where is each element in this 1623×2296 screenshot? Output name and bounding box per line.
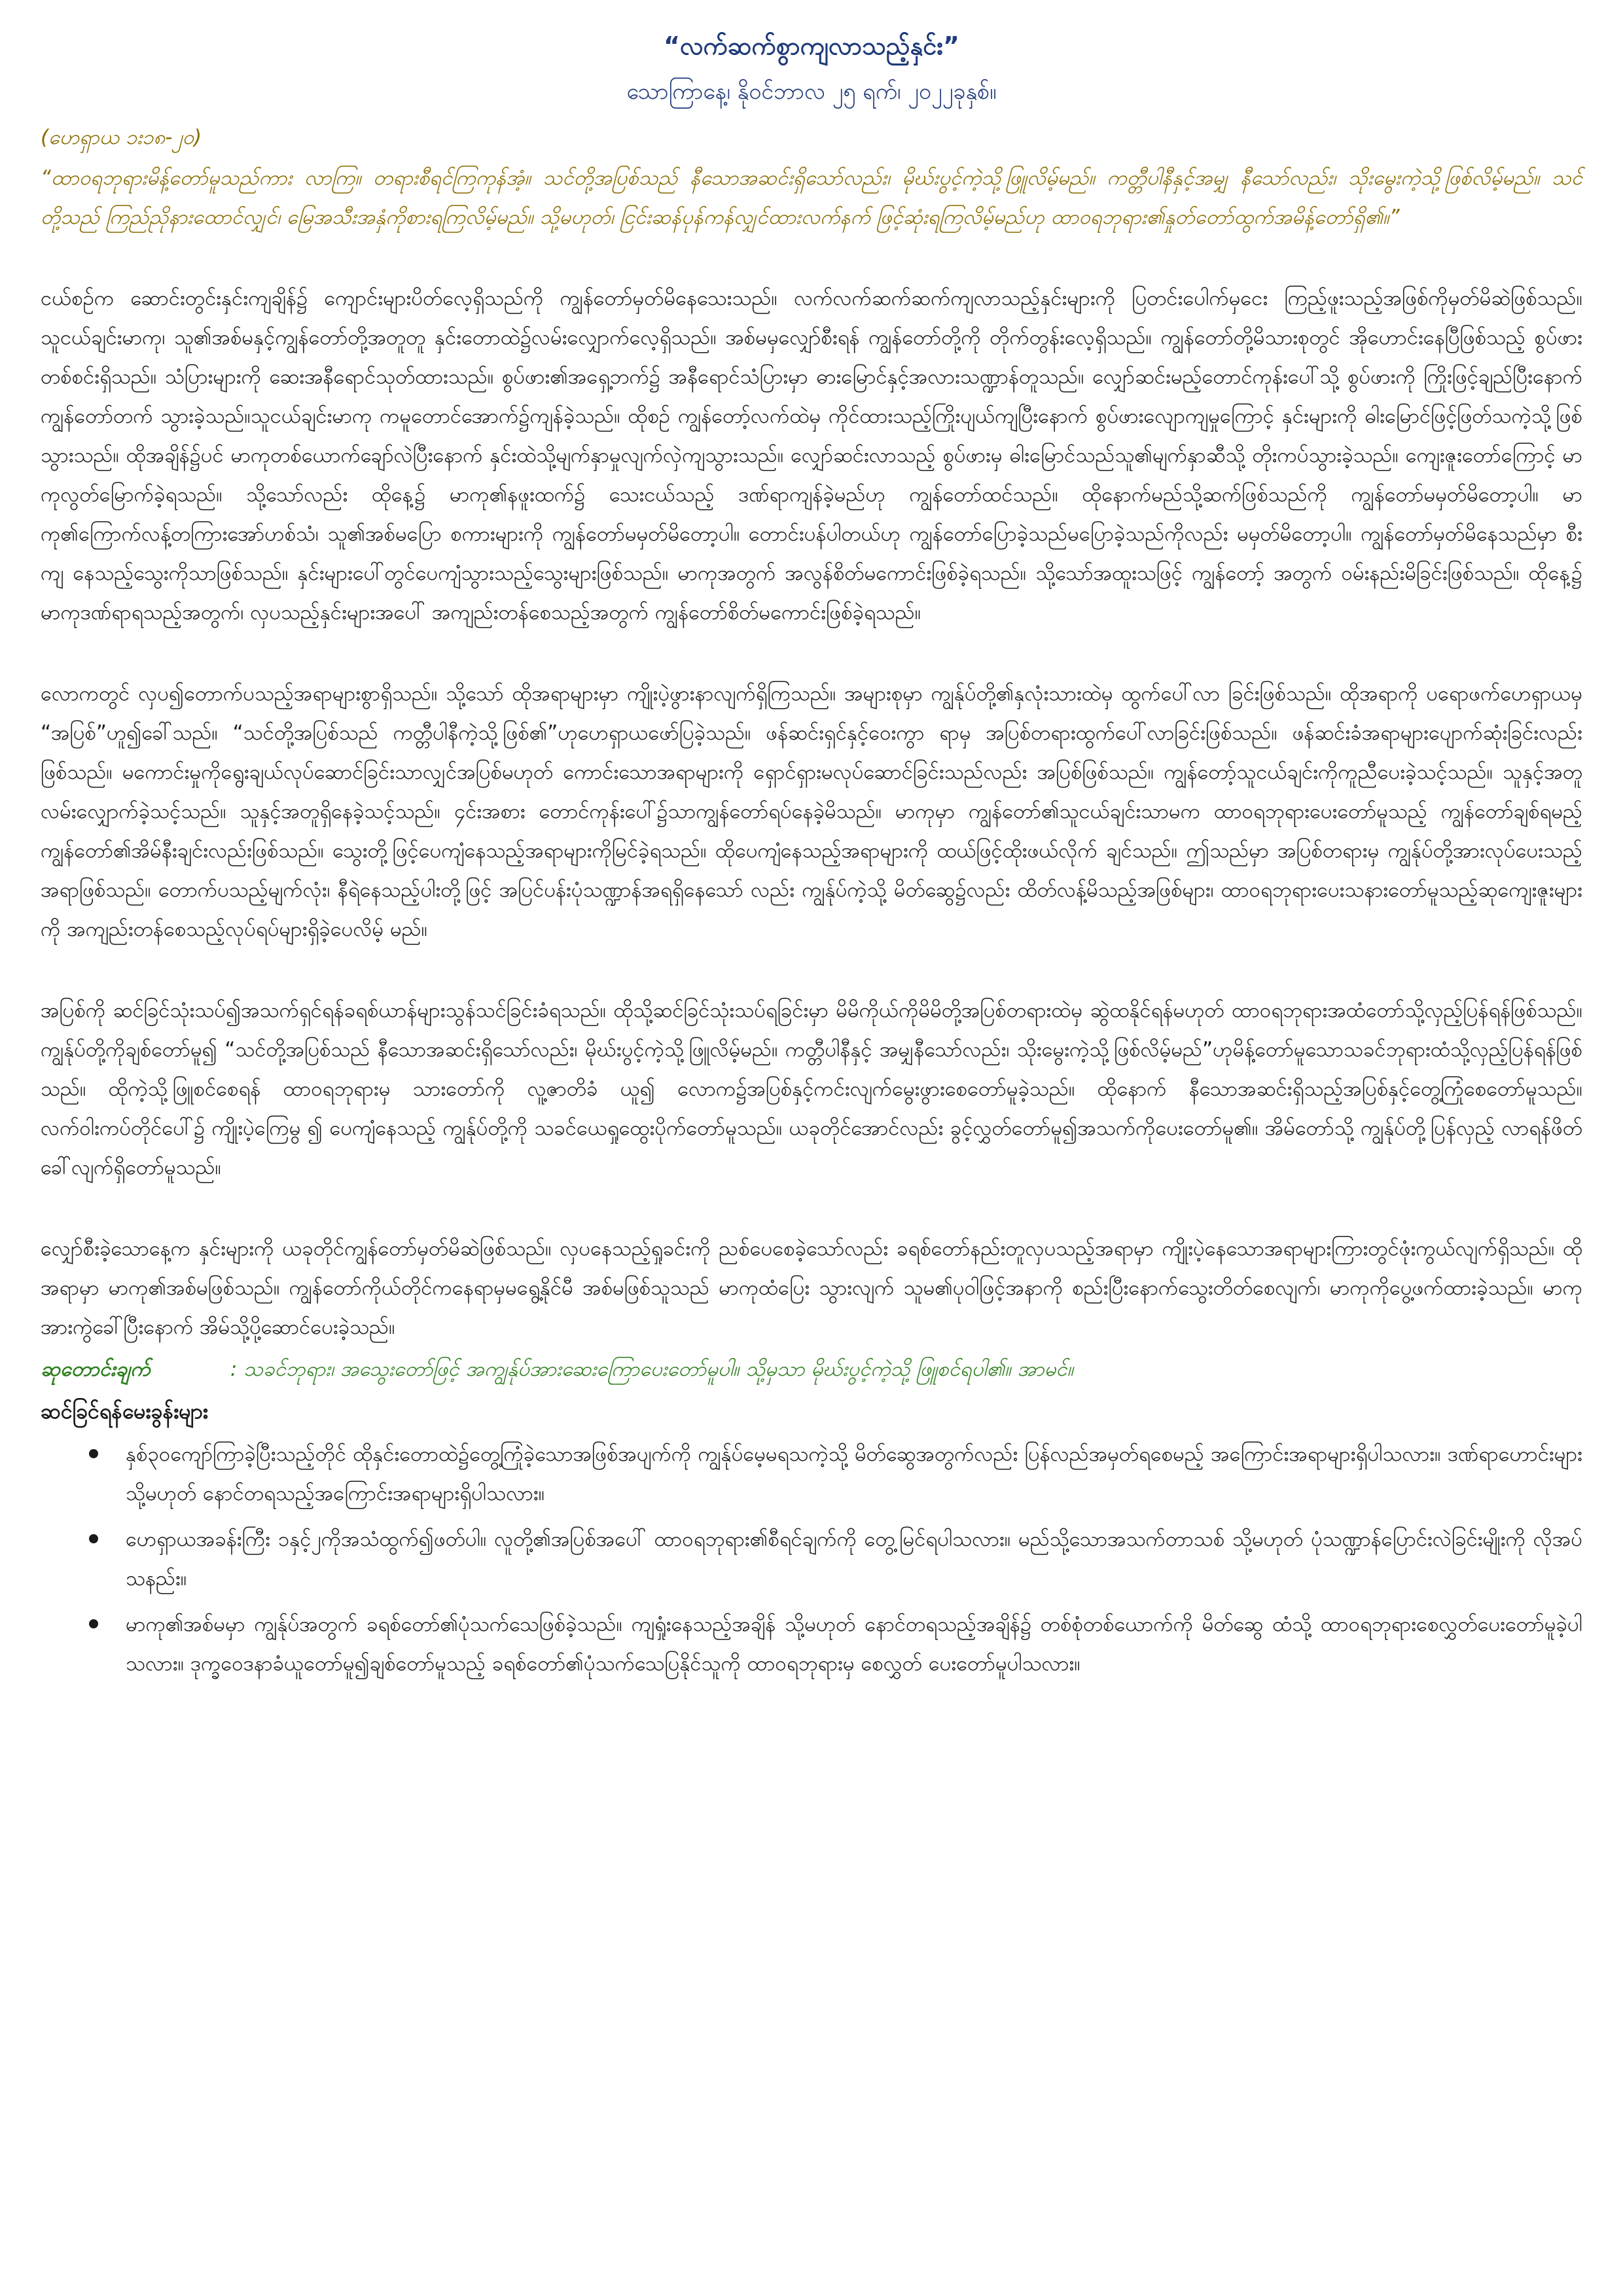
question-text-2: ဟေရှာယအခန်းကြီး ၁နှင့်၂ကိုအသံထွက်၍ဖတ်ပါ။ လူတို့၏အပြစ်အပေါ် ထာဝရဘုရား၏စီရင်ချက်ကို တွေ့မြင်ရပါသလား။ မည်သို့သောအသက်တာသစ် သို့မဟုတ် ပုံသဏ္ဍာန်ပြောင်းလဲခြင်းမျိုးကို လိုအပ်သနည်း။ — [126, 1528, 1582, 1590]
date-line: သောကြာနေ့၊ နိုဝင်ဘာလ ၂၅ ရက်၊ ၂၀၂၂ခုနှစ်။ — [626, 79, 997, 105]
question-text-3: မာကု၏အစ်မမှာ ကျွန်ုပ်အတွက် ခရစ်တော်၏ပုံသက်သေဖြစ်ခဲ့သည်။ ကျရှုံးနေသည့်အချိန် သို့မဟုတ် နောင်တရသည့်အချိန်၌ တစ်စုံတစ်ယောက်ကို မိတ်ဆွေ ထံသို့ ထာဝရဘုရားစေလွှတ်ပေးတော်မူခဲ့ပါသလား။ ဒုက္ခဝေဒနာခံယူတော်မူ၍ချစ်တော်မူသည့် ခရစ်တော်၏ပုံသက်သေပြနိုင်သူကို ထာဝရဘုရားမှ စေလွှတ် ပေးတော်မူပါသလား။ — [126, 1613, 1582, 1676]
bullet-icon — [89, 1619, 98, 1628]
questions-heading: ဆင်ခြင်ရန်မေးခွန်းများ — [41, 1399, 208, 1424]
question-text-1: နှစ်၃၀ကျော်ကြာခဲ့ပြီးသည့်တိုင် ထိုနှင်းတောထဲ၌တွေ့ကြုံခဲ့သောအဖြစ်အပျက်ကို ကျွန်ုပ်မေ့မရသကဲ့သို့ မိတ်ဆွေအတွက်လည်း ပြန်လည်အမှတ်ရစေမည့် အကြောင်းအရာများရှိပါသလား။ ဒဏ်ရာဟောင်းများ သို့မဟုတ် နောင်တရသည့်အကြောင်းအရာများရှိပါသလား။ — [126, 1443, 1582, 1505]
body-paragraph-2: လောကတွင် လှပ၍တောက်ပသည့်အရာများစွာရှိသည်။ သို့သော် ထိုအရာများမှာ ကျိုးပဲ့ဖွားနာလျက်ရှိကြသည်။ အများစုမှာ ကျွန်ုပ်တို့၏နှလုံးသားထဲမှ ထွက်ပေါ်လာ ခြင်းဖြစ်သည်။ ထိုအရာကို ပရောဖက်ဟေရှာယမှ “အပြစ်”ဟူ၍ခေါ်သည်။ “သင်တို့အပြစ်သည် ကတ္တီပါနီကဲ့သို့ဖြစ်၏”ဟုဟေရှာယဖော်ပြခဲ့သည်။ ဖန်ဆင်းရှင်နှင့်ဝေးကွာ ရာမှ အပြစ်တရားထွက်ပေါ်လာခြင်းဖြစ်သည်။ ဖန်ဆင်းခံအရာများပျောက်ဆုံးခြင်းလည်းဖြစ်သည်။ မကောင်းမှုကိုရွေးချယ်လုပ်ဆောင်ခြင်းသာလျှင်အပြစ်မဟုတ် ကောင်းသောအရာများကို ရှောင်ရှားမလုပ်ဆောင်ခြင်းသည်လည်း အပြစ်ဖြစ်သည်။ ကျွန်တော့်သူငယ်ချင်းကိုကူညီပေးခဲ့သင့်သည်။ သူနှင့်အတူလမ်းလျှောက်ခဲ့သင့်သည်။ သူနှင့်အတူရှိနေခဲ့သင့်သည်။ ၄င်းအစား တောင်ကုန်းပေါ်၌သာကျွန်တော်ရပ်နေခဲ့မိသည်။ မာကုမှာ ကျွန်တော်၏သူငယ်ချင်းသာမက ထာဝရဘုရားပေးတော်မူသည့် ကျွန်တော်ချစ်ရမည့် ကျွန်တော်၏အိမ်နီးချင်းလည်းဖြစ်သည်။ သွေးတို့ဖြင့်ပေကျံနေသည့်အရာများကိုမြင်ခဲ့ရသည်။ ထိုပေကျံနေသည့်အရာများကို ထယ်ဖြင့်ထိုးဖယ်လိုက် ချင်သည်။ ဤသည်မှာ အပြစ်တရားမှ ကျွန်ုပ်တို့အားလုပ်ပေးသည့်အရာဖြစ်သည်။ တောက်ပသည့်မျက်လုံး၊ နီရဲနေသည့်ပါးတို့ဖြင့် အပြင်ပန်းပုံသဏ္ဍာန်အရရှိနေသော် လည်း ကျွန်ုပ်ကဲ့သို့ မိတ်ဆွေ၌လည်း ထိတ်လန့်မိသည့်အဖြစ်များ၊ ထာဝရဘုရားပေးသနားတော်မူသည့်ဆုကျေးဇူးများကို အကျည်းတန်စေသည့်လုပ်ရပ်များရှိခဲ့ပေလိမ့် မည်။ — [41, 682, 1582, 941]
prayer-text: : သခင်ဘုရား၊ အသွေးတော်ဖြင့် အကျွန်ုပ်အားဆေးကြောပေးတော်မူပါ။ သို့မှသာ မိုဃ်းပွင့်ကဲ့သို့ ဖြူစင်ရပါ၏။ အာမင်။ — [230, 1357, 1073, 1381]
prayer-label: ဆုတောင်းချက် — [41, 1357, 151, 1381]
questions-list — [41, 1435, 1582, 1683]
body-paragraph-3: အပြစ်ကို ဆင်ခြင်သုံးသပ်၍အသက်ရှင်ရန်ခရစ်ယာန်များသွန်သင်ခြင်းခံရသည်။ ထိုသို့ဆင်ခြင်သုံးသပ်ရခြင်းမှာ မိမိကိုယ်ကိုမိမိတို့အပြစ်တရားထဲမှ ဆွဲထနိုင်ရန်မဟုတ် ထာဝရဘုရားအထံတော်သို့လှည့်ပြန်ရန်ဖြစ်သည်။ ကျွန်ုပ်တို့ကိုချစ်တော်မူ၍ “သင်တို့အပြစ်သည် နီသောအဆင်းရှိသော်လည်း၊ မိုဃ်းပွင့်ကဲ့သို့ဖြူလိမ့်မည်။ ကတ္တီပါနီနှင့် အမျှနီသော်လည်း၊ သိုးမွေးကဲ့သို့ဖြစ်လိမ့်မည်”ဟုမိန့်တော်မူသောသခင်ဘုရားထံသို့လှည့်ပြန်ရန်ဖြစ်သည်။ ထိုကဲ့သို့ဖြူစင်စေရန် ထာဝရဘုရားမှ သားတော်ကို လူ့ဇာတိခံ ယူ၍ လောက၌အပြစ်နှင့်ကင်းလျက်မွေးဖွားစေတော်မူခဲ့သည်။ ထိုနောက် နီသောအဆင်းရှိသည့်အပြစ်နှင့်တွေ့ကြုံစေတော်မူသည်။ လက်ဝါးကပ်တိုင်ပေါ်၌ ကျိုးပဲ့ကြေမွ ၍ ပေကျံနေသည့် ကျွန်ုပ်တို့ကို သခင်ယေရှုထွေးပိုက်တော်မူသည်။ ယခုတိုင်အောင်လည်း ခွင့်လွှတ်တော်မူ၍အသက်ကိုပေးတော်မူ၏။ အိမ်တော်သို့ ကျွန်ုပ်တို့ပြန်လှည့် လာရန်ဖိတ်ခေါ်လျက်ရှိတော်မူသည်။ — [41, 999, 1582, 1179]
question-item-3 — [41, 1605, 1582, 1683]
prayer-line — [41, 1351, 1582, 1388]
scripture-quote: “ထာဝရဘုရားမိန့်တော်မူသည်ကား လာကြ။ တရားစီရင်ကြကုန်အံ့။ သင်တို့အပြစ်သည် နီသောအဆင်းရှိသော်လည်း၊ မိုဃ်းပွင့်ကဲ့သို့ဖြူလိမ့်မည်။ ကတ္တီပါနီနှင့်အမျှ နီသော်လည်း၊ သိုးမွေးကဲ့သို့ဖြစ်လိမ့်မည်။ သင်တို့သည် ကြည်ညိုနားထောင်လျှင်၊ မြေအသီးအနှံကိုစားရကြလိမ့်မည်။ သို့မဟုတ်၊ ငြင်းဆန်ပုန်ကန်လျှင်ထားလက်နက် ဖြင့်ဆုံးရကြလိမ့်မည်ဟု ထာဝရဘုရား၏နှုတ်တော်ထွက်အမိန့်တော်ရှိ၏။” — [41, 166, 1582, 229]
body-paragraph-4: လျှော်စီးခဲ့သောနေ့က နှင်းများကို ယခုတိုင်ကျွန်တော်မှတ်မိဆဲဖြစ်သည်။ လှပနေသည့်ရှုခင်းကို ညစ်ပေစေခဲ့သော်လည်း ခရစ်တော်နည်းတူလှပသည့်အရာမှာ ကျိုးပဲ့နေသောအရာများကြားတွင်ဖုံးကွယ်လျက်ရှိသည်။ ထိုအရာမှာ မာကု၏အစ်မဖြစ်သည်။ ကျွန်တော်ကိုယ်တိုင်ကနေရာမှမရွေ့နိုင်မီ အစ်မဖြစ်သူသည် မာကုထံပြေး သွားလျက် သူမ၏ပုဝါဖြင့်အနာကို စည်းပြီးနောက်သွေးတိတ်စေလျက်၊ မာကုကိုပွေ့ဖက်ထားခဲ့သည်။ မာကုအားကွဲခေါ်ပြီးနောက် အိမ်သို့ပို့ဆောင်ပေးခဲ့သည်။ — [41, 1237, 1582, 1339]
body-paragraph-1: ငယ်စဉ်က ဆောင်းတွင်းနှင်းကျချိန်၌ ကျောင်းများပိတ်လေ့ရှိသည်ကို ကျွန်တော်မှတ်မိနေသေးသည်။ လက်လက်ဆက်ဆက်ကျလာသည့်နှင်းများကို ပြတင်းပေါက်မှငေး ကြည့်ဖူးသည့်အဖြစ်ကိုမှတ်မိဆဲဖြစ်သည်။ သူငယ်ချင်းမာကု၊ သူ၏အစ်မနှင့်ကျွန်တော်တို့အတူတူ နှင်းတောထဲ၌လမ်းလျှောက်လေ့ရှိသည်။ အစ်မမှလျှော်စီးရန် ကျွန်တော်တို့ကို တိုက်တွန်းလေ့ရှိသည်။ ကျွန်တော်တို့မိသားစုတွင် အိုဟောင်းနေပြီဖြစ်သည့် စွပ်ဖားတစ်စင်းရှိသည်။ သံပြားများကို ဆေးအနီရောင်သုတ်ထားသည်။ စွပ်ဖား၏အရှေ့ဘက်၌ အနီရောင်သံပြားမှာ ဓားမြောင်နှင့်အလားသဏ္ဍာန်တူသည်။ လျှော်ဆင်းမည့်တောင်ကုန်းပေါ်သို့ စွပ်ဖားကို ကြိုးဖြင့်ချည်ပြီးနောက် ကျွန်တော်တက် သွားခဲ့သည်။သူငယ်ချင်းမာကု ကမူတောင်အောက်၌ကျန်ခဲ့သည်။ ထိုစဉ် ကျွန်တော့်လက်ထဲမှ ကိုင်ထားသည့်ကြိုးပျယ်ကျပြီးနောက် စွပ်ဖားလျောကျမှုကြောင့် နှင်းများကို ဓါးမြောင်ဖြင့်ဖြတ်သကဲ့သို့ဖြစ်သွားသည်။ ထိုအချိန်၌ပင် မာကုတစ်ယောက်ချော်လဲပြီးနောက် နှင်းထဲသို့မျက်နှာမှုလျက်လှဲကျသွားသည်။ လျှော်ဆင်းလာသည့် စွပ်ဖားမှ ဓါးမြောင်သည်သူ၏မျက်နှာဆီသို့ တိုးကပ်သွားခဲ့သည်။ ကျေးဇူးတော်ကြောင့် မာကုလွတ်မြောက်ခဲ့ရသည်။ သို့သော်လည်း ထိုနေ့၌ မာကု၏နဖူးထက်၌ သေးငယ်သည့် ဒဏ်ရာကျန်ခဲ့မည်ဟု ကျွန်တော်ထင်သည်။ ထိုနောက်မည်သို့ဆက်ဖြစ်သည်ကို ကျွန်တော်မမှတ်မိတော့ပါ။ မာကု၏ကြောက်လန့်တကြားအော်ဟစ်သံ၊ သူ၏အစ်မပြော စကားများကို ကျွန်တော်မမှတ်မိတော့ပါ။ တောင်းပန်ပါတယ်ဟု ကျွန်တော်ပြောခဲ့သည်မပြောခဲ့သည်ကိုလည်း မမှတ်မိတော့ပါ။ ကျွန်တော်မှတ်မိနေသည်မှာ စီးကျ နေသည့်သွေးကိုသာဖြစ်သည်။ နှင်းများပေါ်တွင်ပေကျံသွားသည့်သွေးများဖြစ်သည်။ မာကုအတွက် အလွန်စိတ်မကောင်းဖြစ်ခဲ့ရသည်။ သို့သော်အထူးသဖြင့် ကျွန်တော့် အတွက် ဝမ်းနည်းမိခြင်းဖြစ်သည်။ ထိုနေ့၌ မာကုဒဏ်ရာရသည့်အတွက်၊ လှပသည့်နှင်းများအပေါ် အကျည်းတန်စေသည့်အတွက် ကျွန်တော်စိတ်မကောင်းဖြစ်ခဲ့ရသည်။ — [41, 287, 1582, 624]
question-item-2 — [41, 1520, 1582, 1598]
question-item-1 — [41, 1435, 1582, 1513]
scripture-reference: (ဟေရှာယ ၁း၁၈-၂၀) — [41, 126, 202, 149]
bullet-icon — [89, 1534, 98, 1543]
bullet-icon — [89, 1449, 98, 1458]
page-title: “လက်ဆက်စွာကျလာသည့်နှင်း” — [664, 31, 959, 60]
devotional-page — [41, 26, 1582, 1690]
